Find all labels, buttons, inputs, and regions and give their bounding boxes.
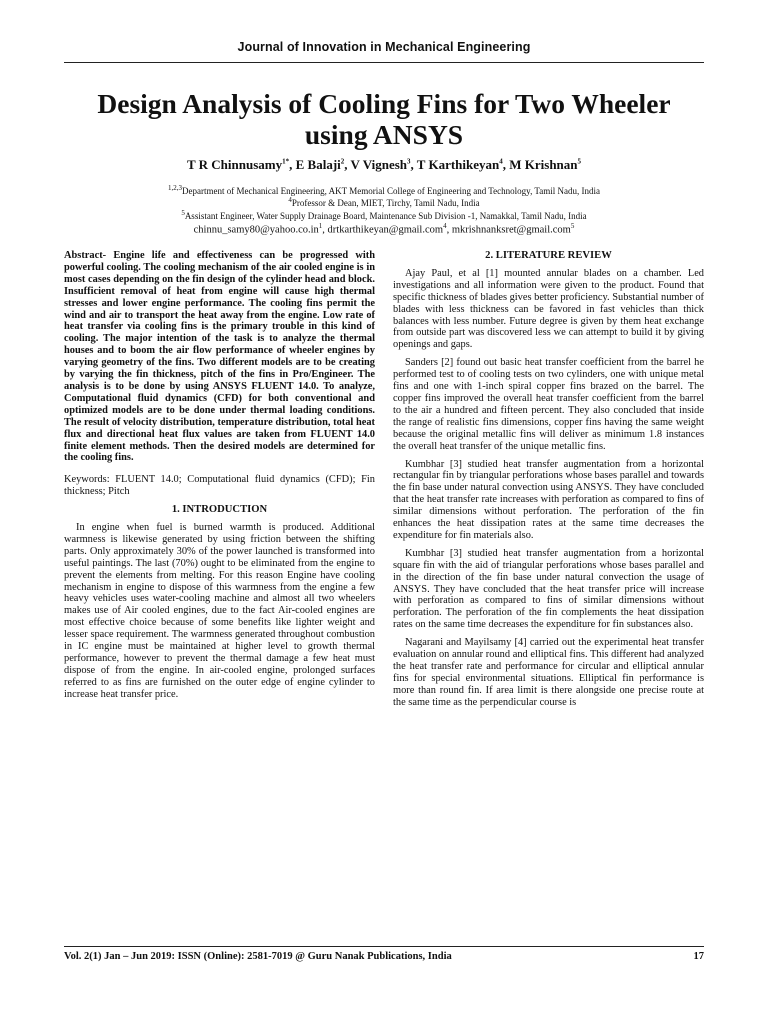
author-emails: $chinnu\_samy80@yahoo.co.in^1$, drtkarthikeyan@gmail.com$^4$, mkrishnanksret@gmail.com$^5$ bbox=[193, 222, 575, 236]
author-list: T R Chinnusamy$^{1*}$, E Balaji$^2$, V Vignesh$^3$, T Karthikeyan$^4$, M Krishnan$^5$ bbox=[186, 157, 582, 172]
email-link[interactable]: chinnu_samy80@yahoo.co.in bbox=[193, 224, 319, 236]
paragraph: Nagarani and Mayilsamy [4] carried out the experimental heat transfer evaluation on annular round and elliptical fins. This different had analyzed the heat transfer rate and performance for circular and elliptical annular fins for special environmental situations. Elliptical fin performance is more than round fin. If area limit is there alongside one precise route at the same time as the perpendicular course is bbox=[393, 637, 704, 708]
left-column bbox=[64, 250, 375, 707]
page-number: 17 bbox=[693, 951, 704, 962]
journal-header: Journal of Innovation in Mechanical Engineering bbox=[237, 40, 531, 54]
author-sup: 3 bbox=[407, 157, 411, 166]
author-name: T R Chinnusamy bbox=[186, 157, 283, 172]
section-heading-literature-review: 2. LITERATURE REVIEW bbox=[485, 250, 612, 261]
paper-title: Design Analysis of Cooling Fins for Two Wheeler using ANSYS bbox=[97, 88, 671, 150]
author-sup: 2 bbox=[340, 157, 345, 166]
author-sup: 5 bbox=[577, 157, 582, 166]
page-footer bbox=[64, 951, 704, 962]
footer-citation: Vol. 2(1) Jan – Jun 2019: ISSN (Online): 2581-7019 @ Guru Nanak Publications, India bbox=[64, 951, 452, 962]
paragraph: Sanders [2] found out basic heat transfer coefficient from the barrel he performed test to of cooling tests on two cylinders, one with unique metal fins and one with 1-inch spiral copper fins brazed on the barrel. The copper fins improved the overall heat transfer coefficient from the barrel to the air a hundred and fifteen percent. They also concluded that inside the range of realistic fins dimensions, copper fins having the same weight because the original metallic fins will deliver as minimum 1.8 instances the overall heat transfer of the unique metallic fins. bbox=[393, 357, 704, 452]
author-sup: 4 bbox=[499, 157, 503, 166]
author-name: V Vignesh bbox=[350, 157, 408, 172]
author-name: M Krishnan bbox=[509, 157, 578, 172]
paragraph: Kumbhar [3] studied heat transfer augmentation from a horizontal rectangular fin by triangular perforations whose bases parallel and towards the fin base under natural convection using ANSYS. They have concluded that the heat transfer rate increases with perforation as compared to fins of similar dimensions without perforation. The perforation of the fin enhances the heat dissipation rates at the same time decreases the expenditure for fin materials also. bbox=[393, 458, 704, 541]
author-sup: 1* bbox=[282, 157, 290, 166]
keywords: Keywords: FLUENT 14.0; Computational fluid dynamics (CFD); Fin thickness; Pitch bbox=[64, 474, 375, 498]
paragraph: Kumbhar [3] studied heat transfer augmentation from a horizontal square fin with the aid of triangular perforations whose bases parallel and in the direction of the fin base under natural convection the usage of ANSYS. They have concluded that the heat transfer price will increase with perforation as compared to fins of similar dimensions without perforation. The perforation of the fin complements the heat dissipation rates on the same time decreases the expenditure for fin substances also. bbox=[393, 547, 704, 631]
affiliation-3: $^5$Assistant Engineer, Water Supply Drainage Board, Maintenance Sub Division -1, Namakkal, Tamil Nadu, India bbox=[181, 209, 587, 221]
right-column bbox=[393, 250, 704, 715]
affiliation-1: $^{1,2,3}$Department of Mechanical Engineering, AKT Memorial College of Engineering and Technology, Tamil Nadu, India bbox=[167, 184, 601, 196]
header-rule bbox=[64, 62, 704, 63]
paragraph: Ajay Paul, et al [1] mounted annular blades on a chamber. Led investigations and all information were given to the product. Found that specific thickness of blades gives better proficiency. Substantial number of blades with less thickness can be favored in fast vehicles than thick balances with less number. Future degree is given by them heat exchange from outside part was discovered less we can attempt to build it by giving openings and gaps. bbox=[393, 267, 704, 351]
author-name: E Balaji bbox=[295, 157, 341, 172]
author-name: T Karthikeyan bbox=[416, 157, 500, 172]
section-heading-introduction: 1. INTRODUCTION bbox=[171, 504, 268, 516]
email-link[interactable]: drtkarthikeyan@gmail.com bbox=[327, 224, 444, 236]
email-link[interactable]: mkrishnanksret@gmail.com bbox=[451, 224, 571, 236]
paragraph: In engine when fuel is burned warmth is produced. Additional warmness is likewise generated by using friction between the shifting parts. Only approximately 30% of the power launched is transformed into useful paintings. The last (70%) ought to be eliminated from the engine to prevent the elements from melting. For this reason Engine have cooling mechanism in engine to dispose of this warmness from the engine a few heavy vehicles uses water-cooling machine and almost all two wheelers makes use of Air cooled engines, due to the fact Air-cooled engines are most effective choice because of some benefits like lighter weight and lesser space requirement. The warmness generated throughout combustion in IC engine must be maintained at higher level to growth thermal performance, however to prevent the thermal damage a few heat must dispose of from the engine. In air-cooled engine, prolonged surfaces referred to as fins are furnished on the outer edge of engine cylinder to increase heat transfer price. bbox=[64, 522, 375, 700]
abstract: Abstract- Engine life and effectiveness can be progressed with powerful cooling. The cooling mechanism of the air cooled engine is in most cases depending on the fin design of the cylinder head and block. Insufficient removal of heat from engine will cause high thermal stresses and lower engine performance. The cooling fins permit the wind and air to transport the heat away from the engine. Low rate of heat transfer via cooling fins is the primary trouble in this kind of cooling. The major intention of the task is to analyze the thermal houses and to boom the air flow performance of wheeler engines by varying geometry of the fins. Two different models are to be creating by varying the fin thickness, pitch of the fins in Pro/Engineer. The analysis is to be done by using ANSYS FLUENT 14.0. To analyze, Computational fluid dynamics (CFD) for both conventional and optimized models are to be done under thermal loading conditions. The result of velocity distribution, temperature distribution, total heat flux and directional heat flux values are taken from FLUENT 14.0 finite element methods. Then the desired models are determined for the cooling fins. bbox=[64, 250, 375, 464]
affiliation-2: $^4$Professor & Dean, MIET, Tirchy, Tamil Nadu, India bbox=[288, 196, 480, 208]
footer-rule bbox=[64, 946, 704, 947]
